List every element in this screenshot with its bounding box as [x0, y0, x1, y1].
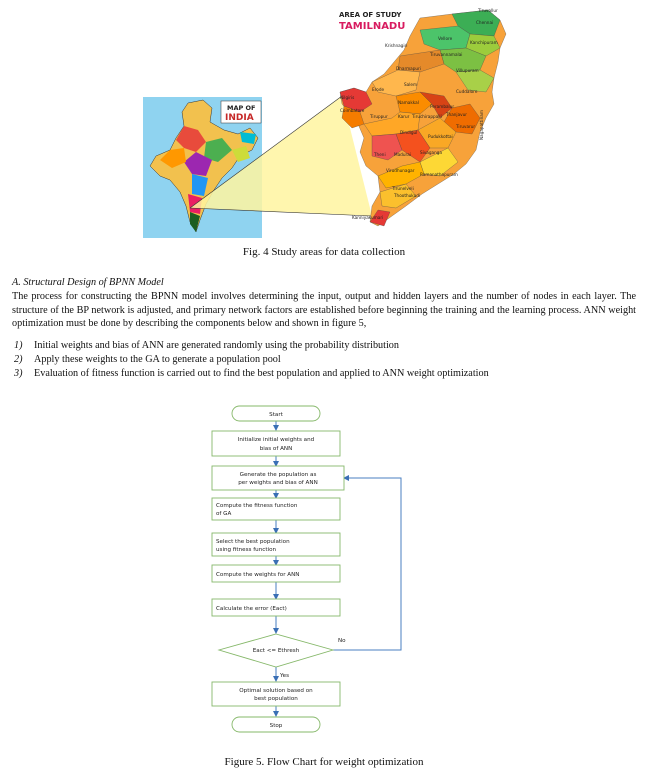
yes-label: Yes [280, 673, 290, 679]
svg-text:Optimal solution based on: Optimal solution based on [239, 688, 313, 694]
svg-text:using fitness function: using fitness function [216, 547, 277, 553]
step-optimal-solution [212, 682, 340, 706]
svg-text:Calculate the error (Eact): Calculate the error (Eact) [216, 606, 287, 612]
list-item: 3) Evaluation of fitness function is carried out to find the best population and applied to ANN weight optimization [14, 368, 489, 379]
figure-4-maps [0, 0, 648, 245]
svg-text:Theni: Theni [374, 152, 386, 157]
svg-text:Vellore: Vellore [438, 36, 453, 41]
india-map [143, 97, 262, 238]
list-item: 1) Initial weights and bias of ANN are generated randomly using the probability distribution [14, 340, 399, 351]
svg-text:Ramanathapuram: Ramanathapuram [420, 172, 458, 177]
svg-text:Chennai: Chennai [476, 20, 494, 25]
svg-text:per weights and bias of ANN: per weights and bias of ANN [238, 480, 318, 486]
section-paragraph: The process for constructing the BPNN model involves determining the input, output and hidden layers and the number of nodes in each layer. The structure of the BP network is adjusted, and primary network factors are established before beginning the training and the learning process. ANN weight optimization must be done by describing the components below and shown in figure 5, [12, 291, 636, 329]
india-map-title-2: INDIA [225, 113, 254, 123]
no-label: No [338, 638, 346, 644]
svg-text:Select the best population: Select the best population [216, 539, 290, 545]
svg-text:Salem: Salem [404, 82, 418, 87]
start-label: Start [269, 412, 283, 418]
svg-text:Cuddalore: Cuddalore [456, 89, 478, 94]
svg-text:Namakkal: Namakkal [398, 100, 419, 105]
tn-map-title-2: TAMILNADU [339, 21, 406, 32]
svg-text:Tiruppur: Tiruppur [370, 114, 388, 119]
svg-text:Erode: Erode [372, 87, 385, 92]
svg-text:Tirunelveli: Tirunelveli [392, 186, 414, 191]
svg-text:Virudhunagar: Virudhunagar [386, 168, 415, 173]
svg-text:Tiruchirappalli: Tiruchirappalli [412, 114, 442, 119]
stop-label: Stop [269, 723, 283, 729]
figure-5-caption: Figure 5. Flow Chart for weight optimization [224, 756, 424, 768]
svg-text:Krishnagiri: Krishnagiri [385, 43, 408, 48]
svg-text:bias of ANN: bias of ANN [259, 446, 293, 452]
svg-text:Dharmapuri: Dharmapuri [396, 66, 421, 71]
svg-text:of GA: of GA [216, 511, 232, 517]
svg-text:Perambalur: Perambalur [430, 104, 455, 109]
tn-map-title-1: AREA OF STUDY [339, 11, 402, 19]
svg-text:best population: best population [254, 696, 298, 702]
svg-text:Compute the weights for ANN: Compute the weights for ANN [216, 572, 300, 578]
svg-text:Initialize initial weights and: Initialize initial weights and [237, 437, 315, 443]
step-generate-population [212, 466, 344, 490]
svg-text:Pudukkottai: Pudukkottai [428, 134, 453, 139]
svg-text:Coimbatore: Coimbatore [340, 108, 365, 113]
svg-text:Compute the fitness function: Compute the fitness function [216, 503, 298, 509]
svg-text:Thoothukudi: Thoothukudi [394, 193, 421, 198]
svg-text:Tiruvarur: Tiruvarur [456, 124, 476, 129]
svg-text:Kanchipuram: Kanchipuram [470, 40, 498, 45]
svg-text:Villupuram: Villupuram [456, 68, 479, 73]
svg-text:Nilgiris: Nilgiris [340, 95, 355, 100]
svg-text:Tiruvannamalai: Tiruvannamalai [430, 52, 463, 57]
svg-text:Generate the population as: Generate the population as [239, 472, 317, 478]
step-initialize-weights [212, 431, 340, 456]
svg-text:Karur: Karur [398, 114, 410, 119]
section-heading: A. Structural Design of BPNN Model [12, 277, 164, 288]
svg-text:Nagapattinam: Nagapattinam [479, 110, 484, 140]
list-item: 2) Apply these weights to the GA to generate a population pool [14, 354, 281, 365]
svg-text:Kanniyakumari: Kanniyakumari [352, 215, 384, 220]
svg-text:Thanjavur: Thanjavur [446, 112, 468, 117]
india-map-title-1: MAP OF [227, 104, 256, 112]
svg-text:Madurai: Madurai [394, 152, 411, 157]
figure-5-flowchart [0, 395, 648, 740]
svg-text:Sivaganga: Sivaganga [420, 150, 442, 155]
svg-text:Dindigul: Dindigul [400, 130, 418, 135]
svg-text:Tiruvallur: Tiruvallur [478, 8, 498, 13]
decision-label: Eact <= Ethresh [252, 648, 300, 654]
figure-4-caption: Fig. 4 Study areas for data collection [242, 246, 406, 258]
